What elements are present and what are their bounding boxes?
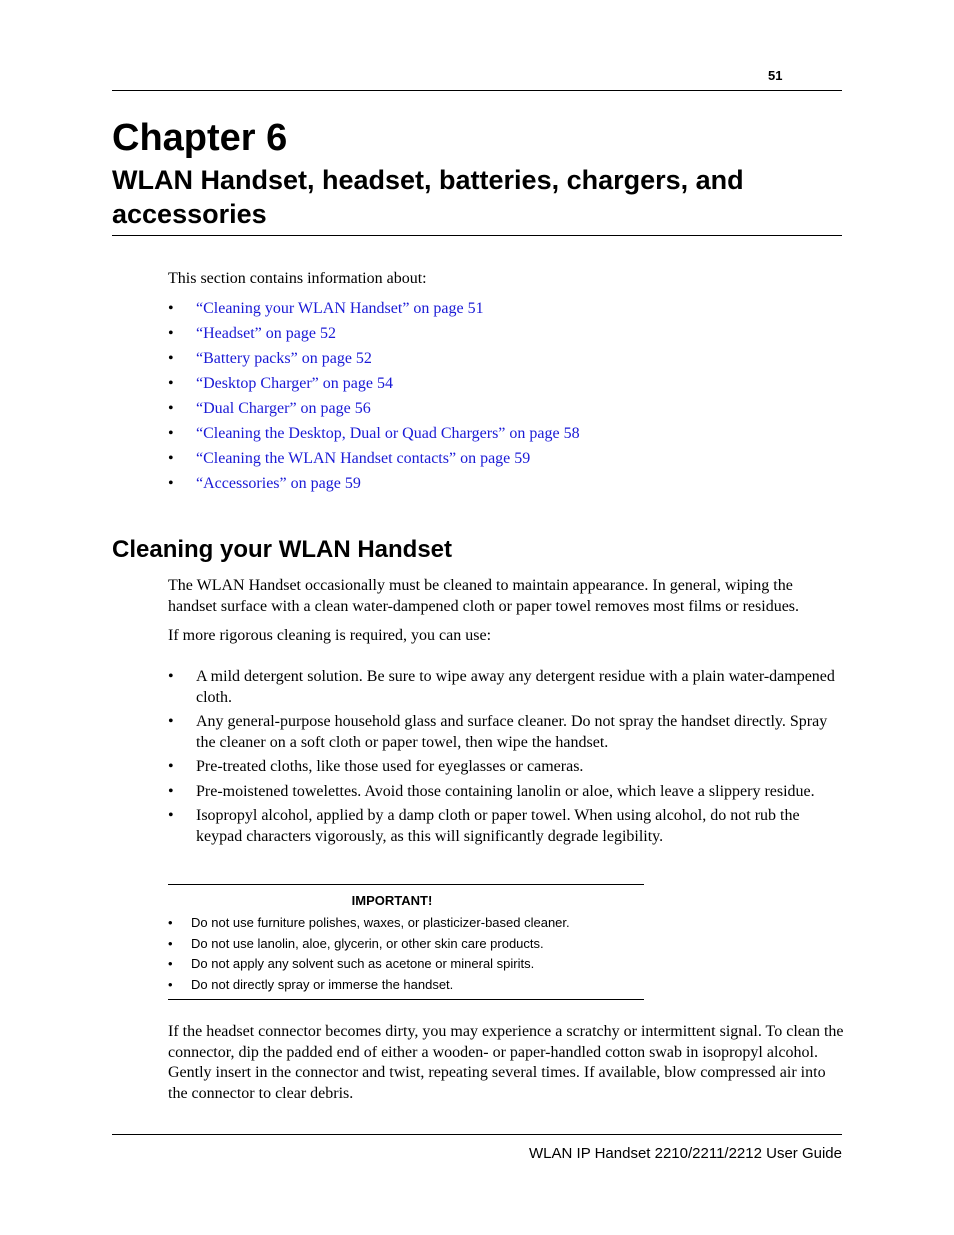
header-rule [112,90,842,91]
bullet-icon: • [168,713,174,730]
bullet-icon: • [168,782,174,800]
list-item [168,757,844,778]
important-list [168,915,570,997]
list-item-text: Pre-treated cloths, like those used for eyeglasses or cameras. [196,758,584,775]
title-rule [112,235,842,236]
toc-link-dual-charger[interactable]: “Dual Charger” on page 56 [196,400,371,417]
list-item-text: Do not use lanolin, aloe, glycerin, or other skin care products. [191,935,544,951]
toc-link-cleaning-chargers[interactable]: “Cleaning the Desktop, Dual or Quad Chargers” on page 58 [196,425,580,442]
list-item [168,667,844,708]
list-item [168,915,570,936]
important-title: IMPORTANT! [351,893,433,908]
toc-link-list [168,298,580,498]
bullet-icon: • [168,475,174,492]
page-number: 51 [768,68,783,83]
list-item-text: Isopropyl alcohol, applied by a damp cloth or paper towel. When using alcohol, do not rub the keypad characters vigorously, as this will significantly degrade legibility. [196,807,800,845]
body-paragraph: If the headset connector becomes dirty, you may experience a scratchy or intermittent signal. To clean the connector, dip the padded end of either a wooden- or paper-handled cotton swab in isopropyl alcohol. Gently insert in the connector and twist, repeating several times. If available, blow compressed air into the connector to clear debris. [168,1023,844,1102]
cleaning-options-list [168,667,844,851]
bullet-icon: • [168,400,174,417]
toc-link-headset[interactable]: “Headset” on page 52 [196,325,336,342]
list-item-text: A mild detergent solution. Be sure to wipe away any detergent residue with a plain water-dampened cloth. [196,668,835,706]
toc-link-desktop-charger[interactable]: “Desktop Charger” on page 54 [196,375,393,392]
body-paragraph: If more rigorous cleaning is required, you can use: [168,627,492,644]
list-item [168,782,844,803]
body-paragraph: The WLAN Handset occasionally must be cleaned to maintain appearance. In general, wiping the handset surface with a clean water-dampened cloth or paper towel removes most films or residues. [168,577,800,615]
list-item-text: Do not apply any solvent such as acetone or mineral spirits. [191,956,535,971]
list-item [168,712,844,753]
list-item [168,323,580,348]
bullet-icon: • [168,350,174,367]
list-item-text: Do not use furniture polishes, waxes, or plasticizer-based cleaner. [191,915,570,930]
footer-rule [112,1134,842,1135]
list-item-text: Pre-moistened towelettes. Avoid those containing lanolin or aloe, which leave a slippery residue. [196,782,815,800]
footer-title: WLAN IP Handset 2210/2211/2212 User Guide [529,1145,842,1162]
list-item [168,398,580,423]
chapter-label: Chapter 6 [112,117,288,159]
bullet-icon: • [168,976,173,992]
bullet-icon: • [168,325,174,342]
toc-link-accessories[interactable]: “Accessories” on page 59 [196,475,361,492]
bullet-icon: • [168,915,173,930]
section-heading: Cleaning your WLAN Handset [112,536,453,563]
bullet-icon: • [168,450,174,467]
toc-link-battery-packs[interactable]: “Battery packs” on page 52 [196,350,372,367]
list-item [168,806,844,847]
list-item [168,977,570,998]
bullet-icon: • [168,758,174,775]
list-item [168,936,570,957]
intro-text: This section contains information about: [168,270,427,287]
toc-link-cleaning-contacts[interactable]: “Cleaning the WLAN Handset contacts” on page 59 [196,450,531,467]
list-item [168,423,580,448]
important-notice [168,884,644,1000]
bullet-icon: • [168,807,174,824]
bullet-icon: • [168,956,173,971]
list-item [168,473,580,498]
toc-link-cleaning-handset[interactable]: “Cleaning your WLAN Handset” on page 51 [196,300,484,317]
list-item-text: Do not directly spray or immerse the handset. [191,976,454,992]
list-item-text: Any general-purpose household glass and surface cleaner. Do not spray the handset directly. Spray the cleaner on a soft cloth or paper towel, then wipe the handset. [196,713,828,751]
chapter-title: WLAN Handset, headset, batteries, chargers, and accessories [112,165,744,229]
list-item [168,956,570,977]
list-item [168,348,580,373]
bullet-icon: • [168,300,174,317]
bullet-icon: • [168,425,174,442]
bullet-icon: • [168,668,174,685]
list-item [168,298,580,323]
list-item [168,448,580,473]
bullet-icon: • [168,935,173,951]
list-item [168,373,580,398]
bullet-icon: • [168,375,174,392]
